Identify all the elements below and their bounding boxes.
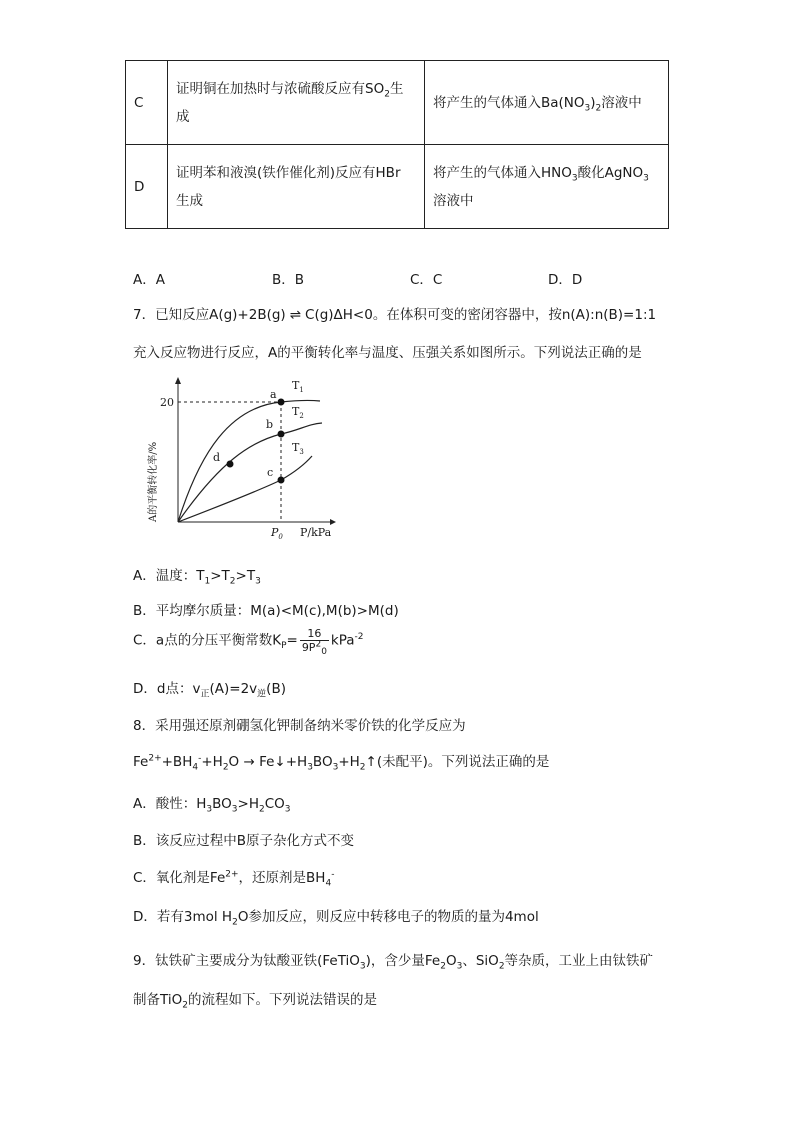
superscript: -2 (354, 632, 364, 642)
choice-c[interactable]: C．C (410, 272, 443, 288)
point-c-label: c (267, 466, 274, 479)
purpose-text: 证明铜在加热时与浓硫酸反应有SO (176, 80, 385, 97)
option-text: C．a点的分压平衡常数K (133, 632, 282, 649)
choice-b[interactable]: B．B (272, 272, 305, 288)
subscript: 3 (255, 576, 261, 587)
point-c (278, 477, 285, 484)
option-text: = (286, 632, 298, 649)
row-method (425, 61, 669, 145)
method-text: 将产生的气体通入HNO (433, 164, 572, 181)
purpose-text: 生 (389, 80, 404, 97)
table-row (126, 145, 669, 229)
x-axis-arrow-icon (330, 519, 336, 525)
q8-stem: 8．采用强还原剂硼氢化钾制备纳米零价铁的化学反应为 (133, 718, 466, 734)
subscript: 3 (643, 173, 649, 184)
curve-label-t1: $T_1$ (292, 379, 304, 394)
q7-option-a[interactable] (133, 564, 261, 587)
q8-option-a[interactable]: A．酸性：$H_3BO_3>H_2CO_3$ (133, 796, 291, 815)
point-d-label: d (213, 451, 221, 464)
q7-option-c[interactable] (133, 627, 364, 658)
q8-option-d[interactable]: D．若有3mol $H_2O$参加反应，则反应中转移电子的物质的量为4mol (133, 909, 539, 928)
row-label: D (126, 145, 168, 229)
choice-a[interactable]: A．A (133, 272, 165, 288)
experiment-table (125, 60, 669, 229)
q8-option-b[interactable]: B．该反应过程中B原子杂化方式不变 (133, 833, 355, 849)
fraction (300, 627, 329, 658)
method-text: 将产生的气体通入Ba(NO (433, 94, 585, 111)
curve-t2 (178, 423, 322, 522)
subscript: 2 (229, 576, 236, 587)
purpose-text: 成 (176, 108, 190, 125)
point-a-label: a (270, 388, 277, 401)
row-purpose (168, 145, 425, 229)
point-b (278, 431, 285, 438)
subscript: 2 (595, 103, 602, 114)
curve-label-t2: $T_2$ (292, 405, 304, 420)
purpose-text: 证明苯和液溴(铁作催化剂)反应有HBr (176, 164, 401, 181)
method-text: 溶液中 (433, 192, 474, 209)
q7-option-d[interactable] (133, 677, 286, 700)
subscript: 2 (384, 89, 390, 100)
subscript: 逆 (257, 689, 267, 700)
y-tick-20: 20 (160, 396, 174, 409)
method-text: 酸化AgNO (577, 164, 644, 181)
curve-label-t3: $T_3$ (292, 441, 304, 456)
option-text: A．温度：T (133, 568, 205, 584)
x-axis-label: P/kPa (300, 526, 332, 539)
option-text: (A)=2v (209, 681, 258, 697)
x-tick-p0: $P_0$ (271, 526, 283, 541)
point-b-label: b (266, 418, 274, 431)
q7-text: C(g)ΔH<0。在体积可变的密闭容器中，按n(A):n(B)=1:1 (305, 307, 657, 323)
q7-text: 7．已知反应A(g)+2B(g) (133, 307, 286, 323)
purpose-text: 生成 (176, 192, 203, 209)
row-method (425, 145, 669, 229)
subscript: P (281, 641, 287, 652)
method-text: 溶液中 (601, 94, 642, 111)
option-text: D．d点：v (133, 681, 201, 697)
option-text: (B) (266, 681, 286, 697)
subscript: 3 (584, 103, 591, 114)
table-row (126, 61, 669, 145)
y-axis-arrow-icon (175, 377, 181, 384)
q7-chart (140, 372, 340, 542)
numerator: 16 (300, 627, 329, 641)
denominator: $9P^2_0$ (301, 639, 327, 658)
q7-stem-line1 (133, 303, 656, 323)
q8-option-c[interactable]: C．氧化剂是$Fe^{2+}$，还原剂是$BH_4^-$ (133, 869, 335, 889)
point-a (278, 399, 285, 406)
method-text: ) (590, 94, 596, 111)
subscript: 3 (571, 173, 578, 184)
point-d (227, 461, 234, 468)
subscript: 1 (204, 576, 211, 587)
equilibrium-arrow: ⇌ (289, 307, 302, 323)
curve-t3 (178, 456, 312, 522)
subscript: 正 (200, 689, 210, 700)
y-axis-label: A的平衡转化率/% (148, 441, 159, 522)
q7-option-b[interactable]: B．平均摩尔质量：M(a)<M(c),M(b)>M(d) (133, 603, 399, 619)
q8-equation: $Fe^{2+}+BH_4^-+H_2O$ → $Fe↓+H_3BO_3+H_2↑$(未配平)。下列说法正确的是 (133, 753, 550, 773)
row-label: C (126, 61, 168, 145)
q9-stem-line2: 制备TiO$_2$的流程如下。下列说法错误的是 (133, 992, 377, 1011)
row-purpose (168, 61, 425, 145)
option-text: kPa (330, 632, 355, 649)
q7-stem-line2: 充入反应物进行反应，A的平衡转化率与温度、压强关系如图所示。下列说法正确的是 (133, 345, 642, 361)
choice-d[interactable]: D．D (548, 272, 583, 288)
option-text: >T (210, 568, 230, 584)
q9-stem-line1: 9．钛铁矿主要成分为钛酸亚铁(FeTiO$_3$)，含少量$Fe_2O_3$、SiO$_2$等杂质，工业上由钛铁矿 (133, 953, 654, 972)
option-text: >T (235, 568, 256, 584)
